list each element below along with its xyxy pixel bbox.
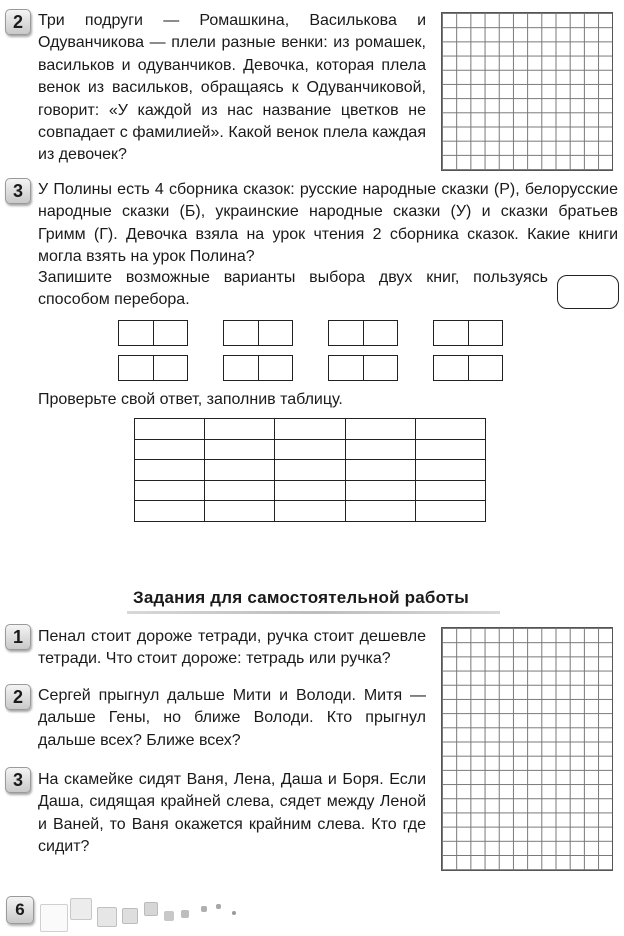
pair-box[interactable] — [118, 355, 188, 381]
pair-box[interactable] — [328, 320, 398, 346]
task-number-badge: 3 — [5, 178, 31, 204]
pair-box[interactable] — [433, 355, 503, 381]
pair-box[interactable] — [433, 320, 503, 346]
decorative-square — [232, 911, 236, 915]
decorative-square — [216, 904, 221, 909]
section-underline — [127, 611, 500, 614]
answer-grid[interactable] — [441, 12, 613, 171]
pair-box[interactable] — [328, 355, 398, 381]
decorative-square — [97, 907, 117, 927]
decorative-square — [144, 902, 158, 916]
task-number-badge: 3 — [5, 767, 31, 793]
task-number-badge: 1 — [5, 624, 31, 650]
pair-box[interactable] — [118, 320, 188, 346]
decorative-square — [70, 898, 92, 920]
task-text: На скамейке сидят Ваня, Лена, Даша и Боря. Если Даша, сидящая крайней слева, сядет между Леной и Ваней, то Ваня окажется крайним слева. Кто где сидит? — [38, 771, 426, 856]
decorative-square — [201, 906, 207, 912]
decorative-square — [181, 910, 189, 918]
task-number-badge: 2 — [5, 9, 31, 35]
answer-table[interactable] — [134, 418, 486, 522]
task-text: Сергей прыгнул дальше Мити и Володи. Митя — дальше Гены, но ближе Володи. Кто прыгнул дальше всех? Ближе всех? — [38, 687, 426, 749]
section-title: Задания для самостоятельной работы — [133, 588, 470, 607]
task-instruction: Запишите возможные варианты выбора двух книг, пользуясь способом перебора. — [38, 269, 548, 309]
task-text: Три подруги — Ромашкина, Василькова и Одуванчикова — плели разные венки: из ромашек, васильков и одуванчиков. Девочка, которая плела венок из васильков, обращаясь к Одуванчиковой, говорит: «У каждой из нас название цветков не совпадает с фамилией». Какой венок плела каждая из девочек? — [38, 12, 426, 164]
pair-box[interactable] — [223, 320, 293, 346]
page-number: 6 — [6, 896, 34, 924]
decorative-square — [164, 911, 174, 921]
decorative-square — [122, 908, 138, 924]
task-number-badge: 2 — [5, 684, 31, 710]
task-text: Пенал стоит дороже тетради, ручка стоит дешевле тетради. Что стоит дороже: тетрадь или ручка? — [38, 628, 426, 668]
check-instruction: Проверьте свой ответ, заполнив таблицу. — [38, 391, 343, 408]
answer-box[interactable] — [557, 275, 619, 309]
decorative-square — [40, 904, 68, 932]
answer-grid[interactable] — [441, 627, 613, 871]
pair-box[interactable] — [223, 355, 293, 381]
task-text: У Полины есть 4 сборника сказок: русские народные сказки (Р), белорусские народные сказки (Б), украинские народные сказки (У) и сказки братьев Гримм (Г). Девочка взяла на урок чтения 2 сборника сказок. Какие книги могла взять на урок Полина? — [38, 181, 618, 266]
